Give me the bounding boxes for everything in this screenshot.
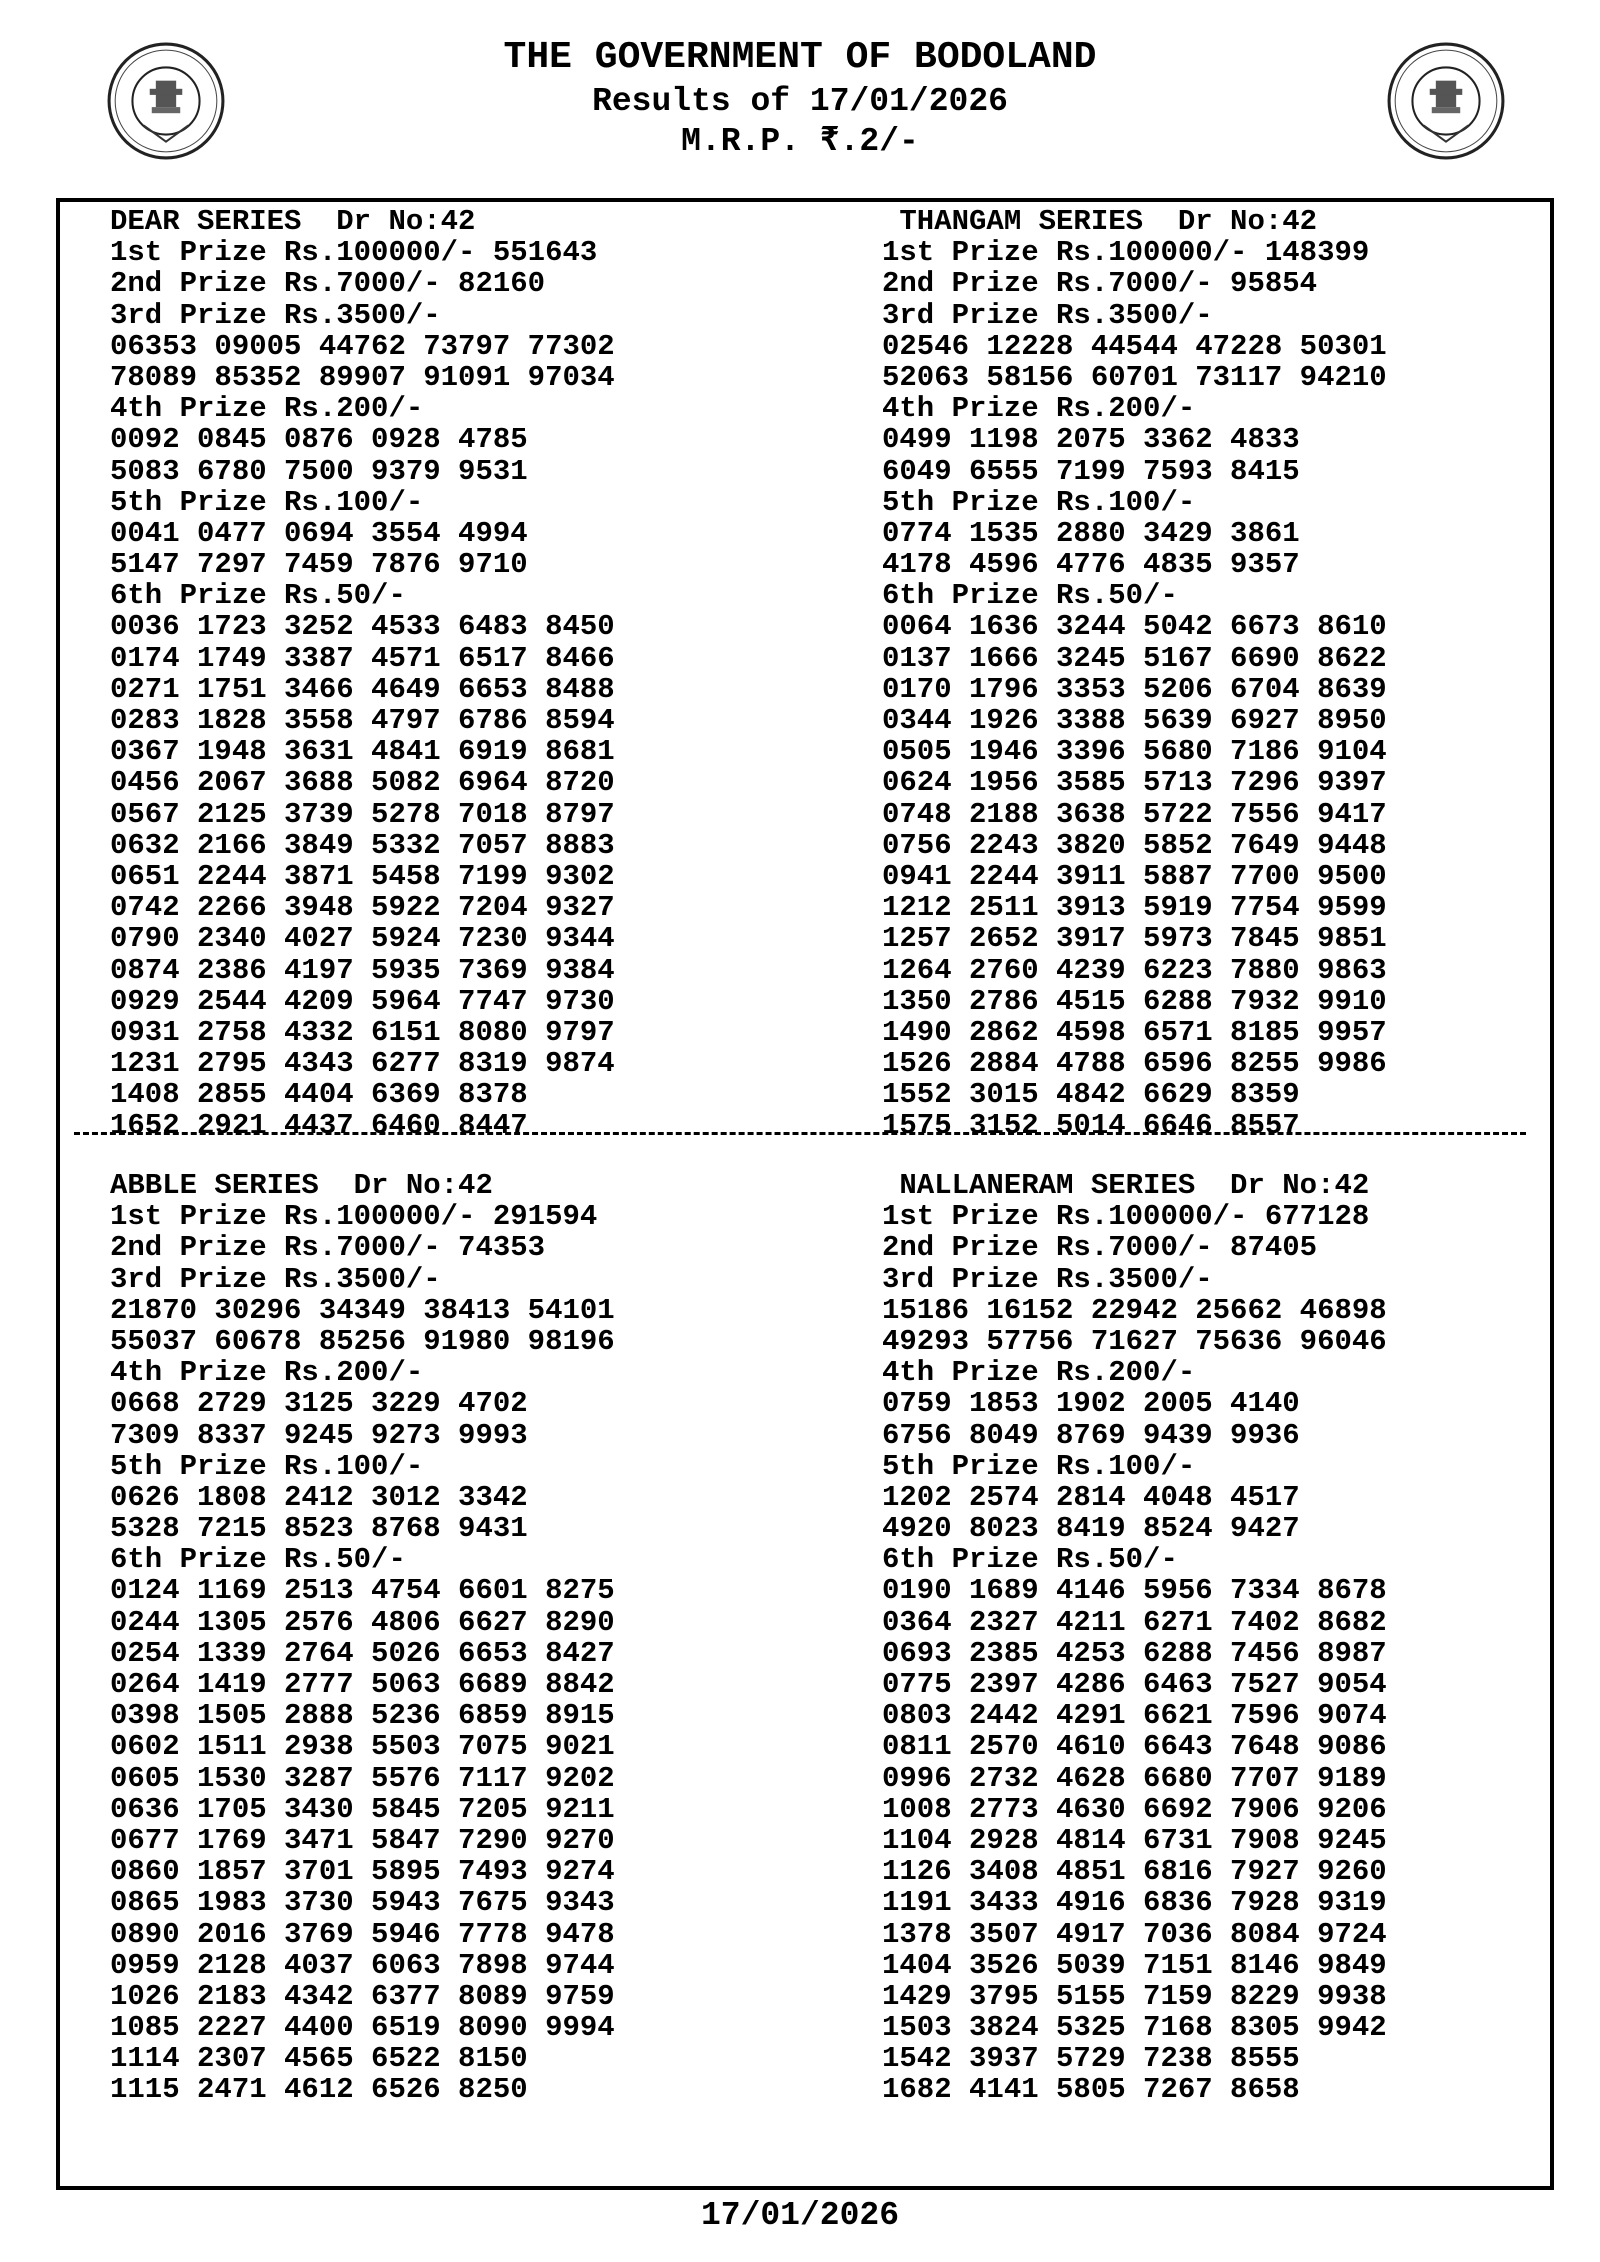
first-prize-line: 1st Prize Rs.100000/- 291594 bbox=[110, 1200, 598, 1234]
sixth-prize-numbers: 0602 1511 2938 5503 7075 9021 bbox=[110, 1730, 615, 1764]
sixth-prize-numbers: 1526 2884 4788 6596 8255 9986 bbox=[882, 1047, 1387, 1081]
sixth-prize-numbers: 0756 2243 3820 5852 7649 9448 bbox=[882, 828, 1387, 862]
sixth-prize-numbers: 1264 2760 4239 6223 7880 9863 bbox=[882, 953, 1387, 987]
sixth-prize-numbers: 0874 2386 4197 5935 7369 9384 bbox=[110, 953, 615, 987]
sixth-prize-numbers: 1404 3526 5039 7151 8146 9849 bbox=[882, 1948, 1387, 1982]
sixth-prize-numbers: 0036 1723 3252 4533 6483 8450 bbox=[110, 610, 615, 644]
sixth-prize-numbers: 0742 2266 3948 5922 7204 9327 bbox=[110, 891, 615, 925]
fourth-prize-label: 4th Prize Rs.200/- bbox=[882, 1356, 1196, 1390]
sixth-prize-numbers: 0398 1505 2888 5236 6859 8915 bbox=[110, 1699, 615, 1733]
fifth-prize-label: 5th Prize Rs.100/- bbox=[110, 1449, 424, 1483]
sixth-prize-numbers: 1026 2183 4342 6377 8089 9759 bbox=[110, 1979, 615, 2013]
page-header bbox=[0, 34, 1600, 162]
sixth-prize-numbers: 0137 1666 3245 5167 6690 8622 bbox=[882, 641, 1387, 675]
sixth-prize-numbers: 0636 1705 3430 5845 7205 9211 bbox=[110, 1792, 615, 1826]
sixth-prize-numbers: 1085 2227 4400 6519 8090 9994 bbox=[110, 2011, 615, 2045]
fifth-prize-numbers: 0626 1808 2412 3012 3342 bbox=[110, 1480, 528, 1514]
fifth-prize-label: 5th Prize Rs.100/- bbox=[882, 485, 1196, 519]
series-header: ABBLE SERIES Dr No:42 bbox=[110, 1169, 493, 1202]
sixth-prize-numbers: 0174 1749 3387 4571 6517 8466 bbox=[110, 641, 615, 675]
third-prize-numbers: 02546 12228 44544 47228 50301 bbox=[882, 329, 1387, 363]
sixth-prize-numbers: 1552 3015 4842 6629 8359 bbox=[882, 1078, 1300, 1112]
sixth-prize-numbers: 0959 2128 4037 6063 7898 9744 bbox=[110, 1948, 615, 1982]
second-prize-line: 2nd Prize Rs.7000/- 87405 bbox=[882, 1231, 1318, 1265]
fourth-prize-numbers: 0668 2729 3125 3229 4702 bbox=[110, 1387, 528, 1421]
fourth-prize-label: 4th Prize Rs.200/- bbox=[882, 392, 1196, 426]
sixth-prize-label: 6th Prize Rs.50/- bbox=[110, 1543, 406, 1577]
sixth-prize-numbers: 0364 2327 4211 6271 7402 8682 bbox=[882, 1605, 1387, 1639]
series-block-abble bbox=[110, 1170, 615, 2106]
sixth-prize-numbers: 1126 3408 4851 6816 7927 9260 bbox=[882, 1855, 1387, 1889]
sixth-prize-numbers: 0632 2166 3849 5332 7057 8883 bbox=[110, 828, 615, 862]
sixth-prize-numbers: 0605 1530 3287 5576 7117 9202 bbox=[110, 1761, 615, 1795]
sixth-prize-numbers: 0064 1636 3244 5042 6673 8610 bbox=[882, 610, 1387, 644]
sixth-prize-numbers: 0865 1983 3730 5943 7675 9343 bbox=[110, 1886, 615, 1920]
fourth-prize-numbers: 0759 1853 1902 2005 4140 bbox=[882, 1387, 1300, 1421]
third-prize-numbers: 21870 30296 34349 38413 54101 bbox=[110, 1293, 615, 1327]
sixth-prize-numbers: 1503 3824 5325 7168 8305 9942 bbox=[882, 2011, 1387, 2045]
sixth-prize-numbers: 0283 1828 3558 4797 6786 8594 bbox=[110, 704, 615, 737]
sixth-prize-numbers: 1408 2855 4404 6369 8378 bbox=[110, 1078, 528, 1112]
sixth-prize-numbers: 0860 1857 3701 5895 7493 9274 bbox=[110, 1855, 615, 1889]
fourth-prize-numbers: 5083 6780 7500 9379 9531 bbox=[110, 454, 528, 488]
sixth-prize-numbers: 0244 1305 2576 4806 6627 8290 bbox=[110, 1605, 615, 1639]
sixth-prize-numbers: 0567 2125 3739 5278 7018 8797 bbox=[110, 797, 615, 831]
third-prize-numbers: 78089 85352 89907 91091 97034 bbox=[110, 360, 615, 394]
fourth-prize-numbers: 6756 8049 8769 9439 9936 bbox=[882, 1418, 1300, 1452]
sixth-prize-numbers: 1490 2862 4598 6571 8185 9957 bbox=[882, 1015, 1387, 1049]
second-prize-line: 2nd Prize Rs.7000/- 82160 bbox=[110, 267, 546, 301]
sixth-prize-numbers: 1429 3795 5155 7159 8229 9938 bbox=[882, 1979, 1387, 2013]
sixth-prize-numbers: 1682 4141 5805 7267 8658 bbox=[882, 2073, 1300, 2107]
sixth-prize-numbers: 1652 2921 4437 6460 8447 bbox=[110, 1109, 528, 1143]
sixth-prize-numbers: 1212 2511 3913 5919 7754 9599 bbox=[882, 891, 1387, 925]
sixth-prize-numbers: 0170 1796 3353 5206 6704 8639 bbox=[882, 672, 1387, 706]
sixth-prize-numbers: 0456 2067 3688 5082 6964 8720 bbox=[110, 766, 615, 800]
second-prize-line: 2nd Prize Rs.7000/- 74353 bbox=[110, 1231, 546, 1265]
second-prize-line: 2nd Prize Rs.7000/- 95854 bbox=[882, 267, 1318, 301]
sixth-prize-numbers: 0929 2544 4209 5964 7747 9730 bbox=[110, 984, 615, 1018]
sixth-prize-numbers: 0803 2442 4291 6621 7596 9074 bbox=[882, 1699, 1387, 1733]
sixth-prize-numbers: 1115 2471 4612 6526 8250 bbox=[110, 2073, 528, 2107]
sixth-prize-numbers: 1104 2928 4814 6731 7908 9245 bbox=[882, 1823, 1387, 1857]
sixth-prize-numbers: 0264 1419 2777 5063 6689 8842 bbox=[110, 1668, 615, 1701]
fifth-prize-numbers: 4920 8023 8419 8524 9427 bbox=[882, 1512, 1300, 1546]
sixth-prize-numbers: 1378 3507 4917 7036 8084 9724 bbox=[882, 1917, 1387, 1951]
sixth-prize-numbers: 1231 2795 4343 6277 8319 9874 bbox=[110, 1047, 615, 1081]
fifth-prize-numbers: 4178 4596 4776 4835 9357 bbox=[882, 548, 1300, 582]
third-prize-label: 3rd Prize Rs.3500/- bbox=[882, 298, 1213, 332]
sixth-prize-numbers: 0693 2385 4253 6288 7456 8987 bbox=[882, 1636, 1387, 1670]
fourth-prize-label: 4th Prize Rs.200/- bbox=[110, 1356, 424, 1390]
fifth-prize-numbers: 1202 2574 2814 4048 4517 bbox=[882, 1480, 1300, 1514]
third-prize-numbers: 15186 16152 22942 25662 46898 bbox=[882, 1293, 1387, 1327]
first-prize-line: 1st Prize Rs.100000/- 677128 bbox=[882, 1200, 1370, 1234]
first-prize-line: 1st Prize Rs.100000/- 551643 bbox=[110, 236, 598, 270]
fifth-prize-numbers: 5328 7215 8523 8768 9431 bbox=[110, 1512, 528, 1546]
sixth-prize-numbers: 0931 2758 4332 6151 8080 9797 bbox=[110, 1015, 615, 1049]
sixth-prize-numbers: 0344 1926 3388 5639 6927 8950 bbox=[882, 704, 1387, 737]
mrp-price: M.R.P. ₹.2/- bbox=[681, 123, 919, 160]
sixth-prize-numbers: 0367 1948 3631 4841 6919 8681 bbox=[110, 735, 615, 769]
fourth-prize-numbers: 0092 0845 0876 0928 4785 bbox=[110, 423, 528, 457]
fourth-prize-numbers: 0499 1198 2075 3362 4833 bbox=[882, 423, 1300, 457]
fifth-prize-numbers: 0774 1535 2880 3429 3861 bbox=[882, 516, 1300, 550]
sixth-prize-label: 6th Prize Rs.50/- bbox=[110, 579, 406, 613]
series-block-nallaneram bbox=[882, 1170, 1387, 2106]
sixth-prize-numbers: 1257 2652 3917 5973 7845 9851 bbox=[882, 922, 1387, 956]
series-block-dear bbox=[110, 206, 615, 1142]
sixth-prize-numbers: 0651 2244 3871 5458 7199 9302 bbox=[110, 859, 615, 893]
page-title: THE GOVERNMENT OF BODOLAND bbox=[503, 36, 1097, 79]
sixth-prize-numbers: 1575 3152 5014 6646 8557 bbox=[882, 1109, 1300, 1143]
footer-date: 17/01/2026 bbox=[700, 2197, 900, 2234]
third-prize-numbers: 49293 57756 71627 75636 96046 bbox=[882, 1324, 1387, 1358]
sixth-prize-numbers: 0190 1689 4146 5956 7334 8678 bbox=[882, 1574, 1387, 1608]
sixth-prize-numbers: 1191 3433 4916 6836 7928 9319 bbox=[882, 1886, 1387, 1920]
sixth-prize-numbers: 1350 2786 4515 6288 7932 9910 bbox=[882, 984, 1387, 1018]
sixth-prize-numbers: 0505 1946 3396 5680 7186 9104 bbox=[882, 735, 1387, 769]
fourth-prize-label: 4th Prize Rs.200/- bbox=[110, 392, 424, 426]
fourth-prize-numbers: 7309 8337 9245 9273 9993 bbox=[110, 1418, 528, 1452]
third-prize-numbers: 55037 60678 85256 91980 98196 bbox=[110, 1324, 615, 1358]
third-prize-numbers: 06353 09005 44762 73797 77302 bbox=[110, 329, 615, 363]
series-header: DEAR SERIES Dr No:42 bbox=[110, 205, 476, 238]
third-prize-label: 3rd Prize Rs.3500/- bbox=[110, 1262, 441, 1296]
sixth-prize-numbers: 0271 1751 3466 4649 6653 8488 bbox=[110, 672, 615, 706]
sixth-prize-numbers: 1542 3937 5729 7238 8555 bbox=[882, 2042, 1300, 2076]
third-prize-label: 3rd Prize Rs.3500/- bbox=[110, 298, 441, 332]
sixth-prize-numbers: 0890 2016 3769 5946 7778 9478 bbox=[110, 1917, 615, 1951]
sixth-prize-numbers: 0254 1339 2764 5026 6653 8427 bbox=[110, 1636, 615, 1670]
fifth-prize-label: 5th Prize Rs.100/- bbox=[110, 485, 424, 519]
series-block-thangam bbox=[882, 206, 1387, 1142]
series-header: NALLANERAM SERIES Dr No:42 bbox=[882, 1169, 1370, 1202]
sixth-prize-numbers: 0775 2397 4286 6463 7527 9054 bbox=[882, 1668, 1387, 1701]
sixth-prize-numbers: 0941 2244 3911 5887 7700 9500 bbox=[882, 859, 1387, 893]
results-date: Results of 17/01/2026 bbox=[592, 83, 1008, 120]
fifth-prize-label: 5th Prize Rs.100/- bbox=[882, 1449, 1196, 1483]
sixth-prize-numbers: 0624 1956 3585 5713 7296 9397 bbox=[882, 766, 1387, 800]
sixth-prize-numbers: 0677 1769 3471 5847 7290 9270 bbox=[110, 1823, 615, 1857]
fourth-prize-numbers: 6049 6555 7199 7593 8415 bbox=[882, 454, 1300, 488]
third-prize-label: 3rd Prize Rs.3500/- bbox=[882, 1262, 1213, 1296]
series-header: THANGAM SERIES Dr No:42 bbox=[882, 205, 1318, 238]
third-prize-numbers: 52063 58156 60701 73117 94210 bbox=[882, 360, 1387, 394]
sixth-prize-label: 6th Prize Rs.50/- bbox=[882, 579, 1178, 613]
sixth-prize-numbers: 0811 2570 4610 6643 7648 9086 bbox=[882, 1730, 1387, 1764]
section-divider bbox=[74, 1132, 1526, 1135]
fifth-prize-numbers: 5147 7297 7459 7876 9710 bbox=[110, 548, 528, 582]
sixth-prize-numbers: 1114 2307 4565 6522 8150 bbox=[110, 2042, 528, 2076]
fifth-prize-numbers: 0041 0477 0694 3554 4994 bbox=[110, 516, 528, 550]
sixth-prize-numbers: 1008 2773 4630 6692 7906 9206 bbox=[882, 1792, 1387, 1826]
sixth-prize-numbers: 0124 1169 2513 4754 6601 8275 bbox=[110, 1574, 615, 1608]
sixth-prize-numbers: 0996 2732 4628 6680 7707 9189 bbox=[882, 1761, 1387, 1795]
sixth-prize-numbers: 0748 2188 3638 5722 7556 9417 bbox=[882, 797, 1387, 831]
sixth-prize-label: 6th Prize Rs.50/- bbox=[882, 1543, 1178, 1577]
sixth-prize-numbers: 0790 2340 4027 5924 7230 9344 bbox=[110, 922, 615, 956]
first-prize-line: 1st Prize Rs.100000/- 148399 bbox=[882, 236, 1370, 270]
